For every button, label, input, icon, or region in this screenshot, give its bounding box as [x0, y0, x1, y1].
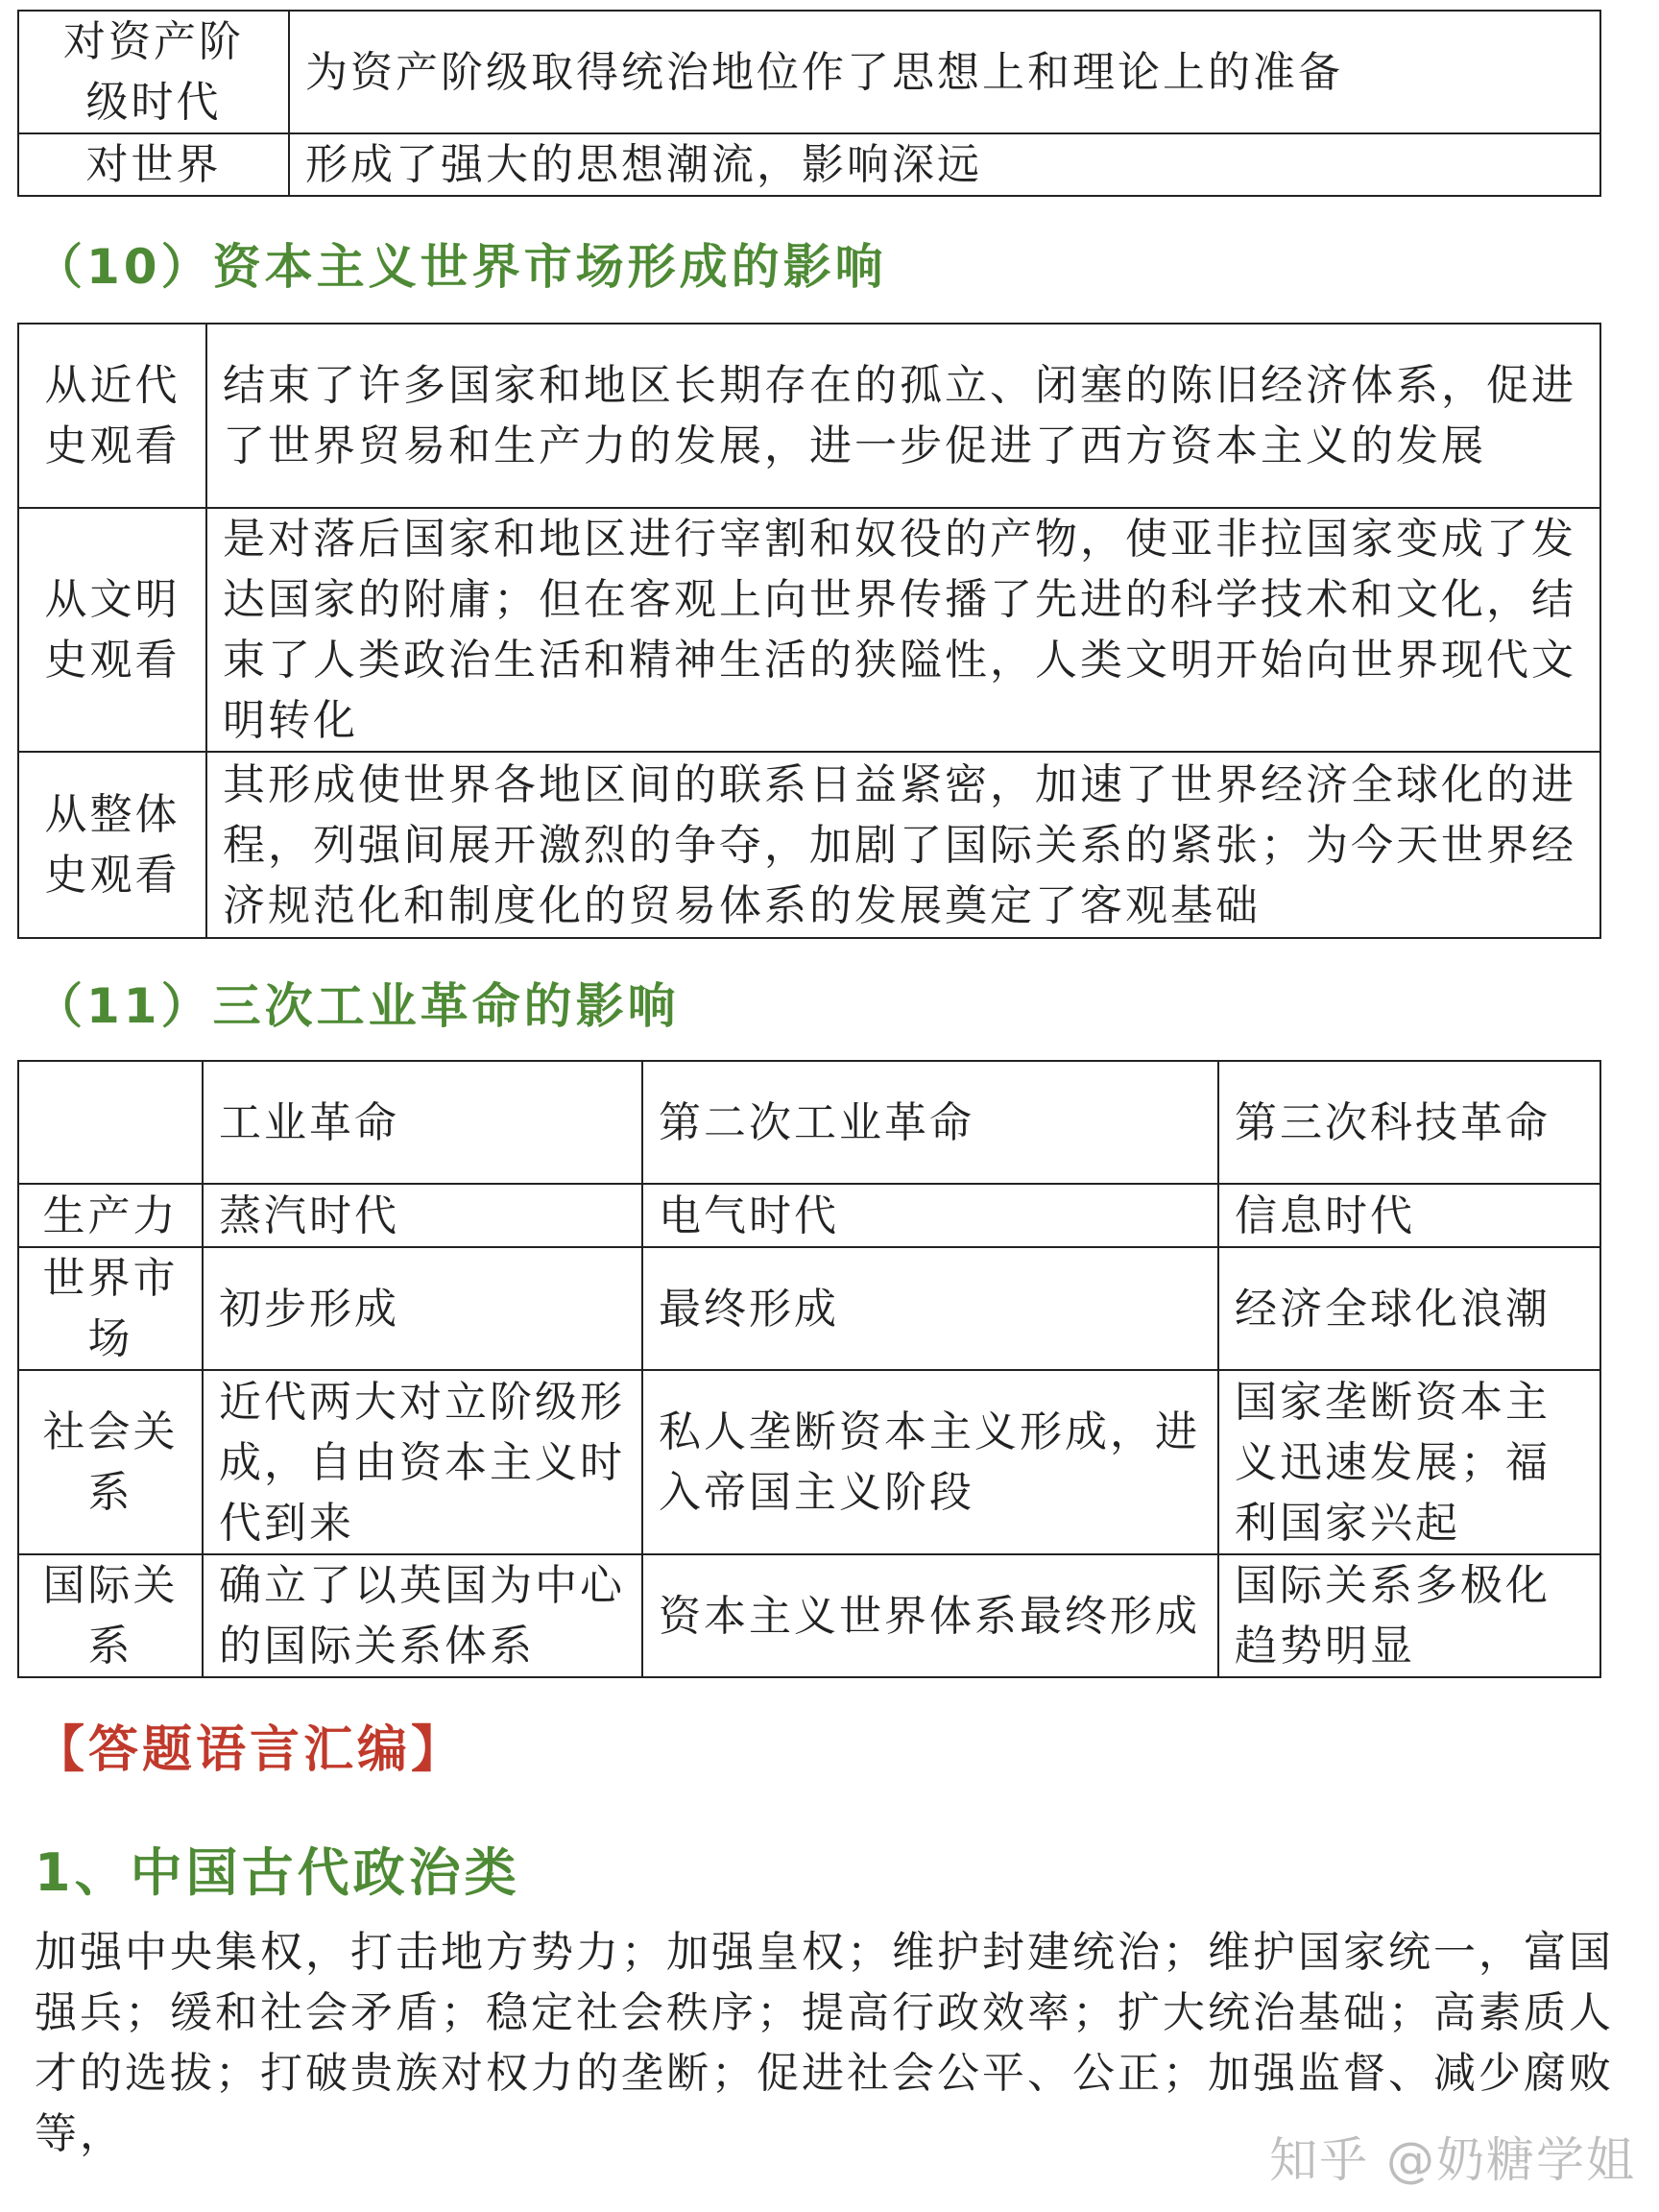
table-cell: 信息时代: [1218, 1184, 1600, 1247]
watermark: 知乎 @奶糖学姐: [1269, 2132, 1636, 2188]
answer-section-subtitle: 1、中国古代政治类: [35, 1842, 520, 1903]
table-cell: 蒸汽时代: [203, 1184, 642, 1247]
table-cell: 私人垄断资本主义形成，进入帝国主义阶段: [642, 1370, 1218, 1554]
row-label: 国际关系: [18, 1554, 203, 1677]
table-cell: 最终形成: [642, 1247, 1218, 1370]
table-cell: 确立了以英国为中心的国际关系体系: [203, 1554, 642, 1677]
row-label: 生产力: [18, 1184, 203, 1247]
header-cell: 第二次工业革命: [642, 1061, 1218, 1184]
section-10-title: （10）资本主义世界市场形成的影响: [35, 239, 887, 295]
row-content: 其形成使世界各地区间的联系日益紧密，加速了世界经济全球化的进程，列强间展开激烈的争夺，加剧了国际关系的紧张；为今天世界经济规范化和制度化的贸易体系的发展奠定了客观基础: [206, 752, 1600, 938]
table-row: [18, 1370, 1600, 1554]
row-label: 对资产阶级时代: [18, 11, 289, 133]
row-content: 是对落后国家和地区进行宰割和奴役的产物，使亚非拉国家变成了发达国家的附庸；但在客观上向世界传播了先进的科学技术和文化，结束了人类政治生活和精神生活的狭隘性，人类文明开始向世界现代文明转化: [206, 508, 1600, 752]
table-cell: 国际关系多极化趋势明显: [1218, 1554, 1600, 1677]
section-11-title: （11）三次工业革命的影响: [35, 978, 680, 1034]
answer-section-title: 【答题语言汇编】: [35, 1721, 466, 1779]
header-cell-empty: [18, 1061, 203, 1184]
table-cell: 国家垄断资本主义迅速发展；福利国家兴起: [1218, 1370, 1600, 1554]
table-row: [18, 324, 1600, 508]
table-row: [18, 1247, 1600, 1370]
table-cell: 资本主义世界体系最终形成: [642, 1554, 1218, 1677]
row-label: 从近代史观看: [18, 324, 206, 508]
row-content: 形成了强大的思想潮流，影响深远: [289, 133, 1600, 196]
table-cell: 近代两大对立阶级形成，自由资本主义时代到来: [203, 1370, 642, 1554]
row-content: 结束了许多国家和地区长期存在的孤立、闭塞的陈旧经济体系，促进了世界贸易和生产力的发展，进一步促进了西方资本主义的发展: [206, 324, 1600, 508]
table-row: [18, 508, 1600, 752]
table-row: [18, 1184, 1600, 1247]
table-industrial-revolutions: [17, 1060, 1601, 1678]
header-cell: 第三次科技革命: [1218, 1061, 1600, 1184]
table-top: [17, 10, 1601, 197]
table-row: [18, 11, 1600, 133]
answer-paragraph: 加强中央集权，打击地方势力；加强皇权；维护封建统治；维护国家统一，富国强兵；缓和社会矛盾；稳定社会秩序；提高行政效率；扩大统治基础；高素质人才的选拔；打破贵族对权力的垄断；促进社会公平、公正；加强监督、减少腐败等，: [35, 1928, 1614, 2158]
row-label: 对世界: [18, 133, 289, 196]
row-label: 从整体史观看: [18, 752, 206, 938]
row-label: 世界市场: [18, 1247, 203, 1370]
table-cell: 电气时代: [642, 1184, 1218, 1247]
table-header-row: [18, 1061, 1600, 1184]
row-content: 为资产阶级取得统治地位作了思想上和理论上的准备: [289, 11, 1600, 133]
table-row: [18, 133, 1600, 196]
row-label: 社会关系: [18, 1370, 203, 1554]
table-row: [18, 1554, 1600, 1677]
table-cell: 初步形成: [203, 1247, 642, 1370]
table-cell: 经济全球化浪潮: [1218, 1247, 1600, 1370]
table-world-market: [17, 323, 1601, 939]
header-cell: 工业革命: [203, 1061, 642, 1184]
table-row: [18, 752, 1600, 938]
row-label: 从文明史观看: [18, 508, 206, 752]
